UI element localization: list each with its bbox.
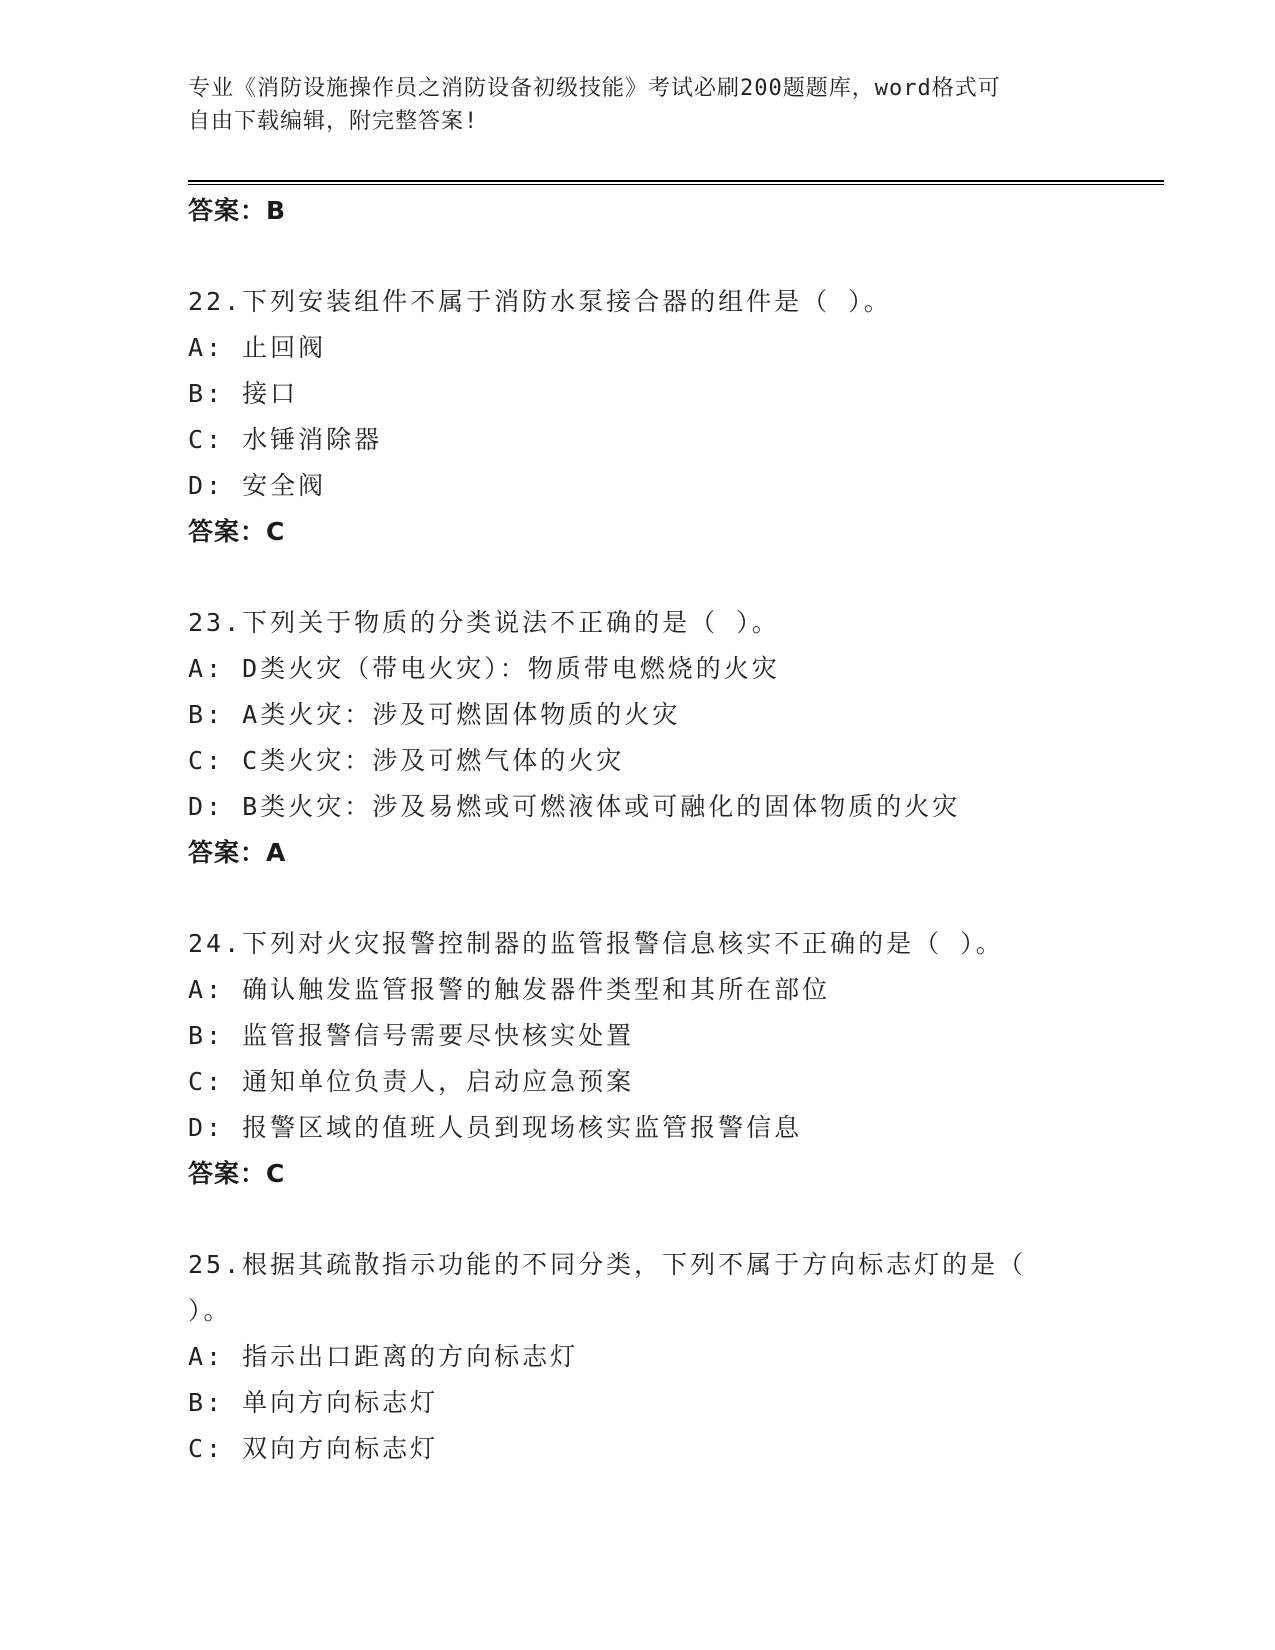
option-a: A: 止回阀 [188, 333, 327, 362]
option-a: A: 确认触发监管报警的触发器件类型和其所在部位 [188, 975, 831, 1004]
option-b: B: A类火灾：涉及可燃固体物质的火灾 [188, 700, 681, 729]
question-25 [188, 1242, 1168, 1472]
question-24 [188, 921, 1168, 1197]
header-divider-thin [188, 184, 1164, 185]
answer-line: 答案：B [188, 196, 287, 225]
option-c: C: C类火灾：涉及可燃气体的火灾 [188, 746, 625, 775]
option-b: B: 接口 [188, 379, 299, 408]
header-divider-thick [188, 180, 1164, 182]
answer-line: 答案：A [188, 838, 287, 867]
option-d: D: 安全阀 [188, 471, 327, 500]
question-22 [188, 279, 1168, 555]
option-b: B: 监管报警信号需要尽快核实处置 [188, 1021, 635, 1050]
question-stem-line-1: 25.根据其疏散指示功能的不同分类，下列不属于方向标志灯的是（ [188, 1250, 1027, 1279]
option-c: C: 水锤消除器 [188, 425, 383, 454]
option-b: B: 单向方向标志灯 [188, 1388, 439, 1417]
header-line-2: 自由下载编辑，附完整答案! [188, 109, 479, 134]
answer-line: 答案：C [188, 1159, 286, 1188]
option-a: A: 指示出口距离的方向标志灯 [188, 1342, 579, 1371]
option-d: D: 报警区域的值班人员到现场核实监管报警信息 [188, 1113, 803, 1142]
option-c: C: 通知单位负责人，启动应急预案 [188, 1067, 635, 1096]
option-c: C: 双向方向标志灯 [188, 1434, 439, 1463]
question-list [188, 188, 1168, 1472]
question-stem: 22.下列安装组件不属于消防水泵接合器的组件是（ ）。 [188, 287, 892, 316]
option-a: A: D类火灾（带电火灾）：物质带电燃烧的火灾 [188, 654, 780, 683]
document-header [188, 72, 1088, 138]
question-stem: 23.下列关于物质的分类说法不正确的是（ ）。 [188, 608, 780, 637]
question-stem-line-2: ）。 [188, 1296, 232, 1325]
answer-line: 答案：C [188, 517, 286, 546]
question-stem: 24.下列对火灾报警控制器的监管报警信息核实不正确的是（ ）。 [188, 929, 1004, 958]
option-d: D: B类火灾：涉及易燃或可燃液体或可融化的固体物质的火灾 [188, 792, 961, 821]
question-23 [188, 600, 1168, 876]
header-line-1: 专业《消防设施操作员之消防设备初级技能》考试必刷200题题库，word格式可 [188, 76, 1001, 101]
